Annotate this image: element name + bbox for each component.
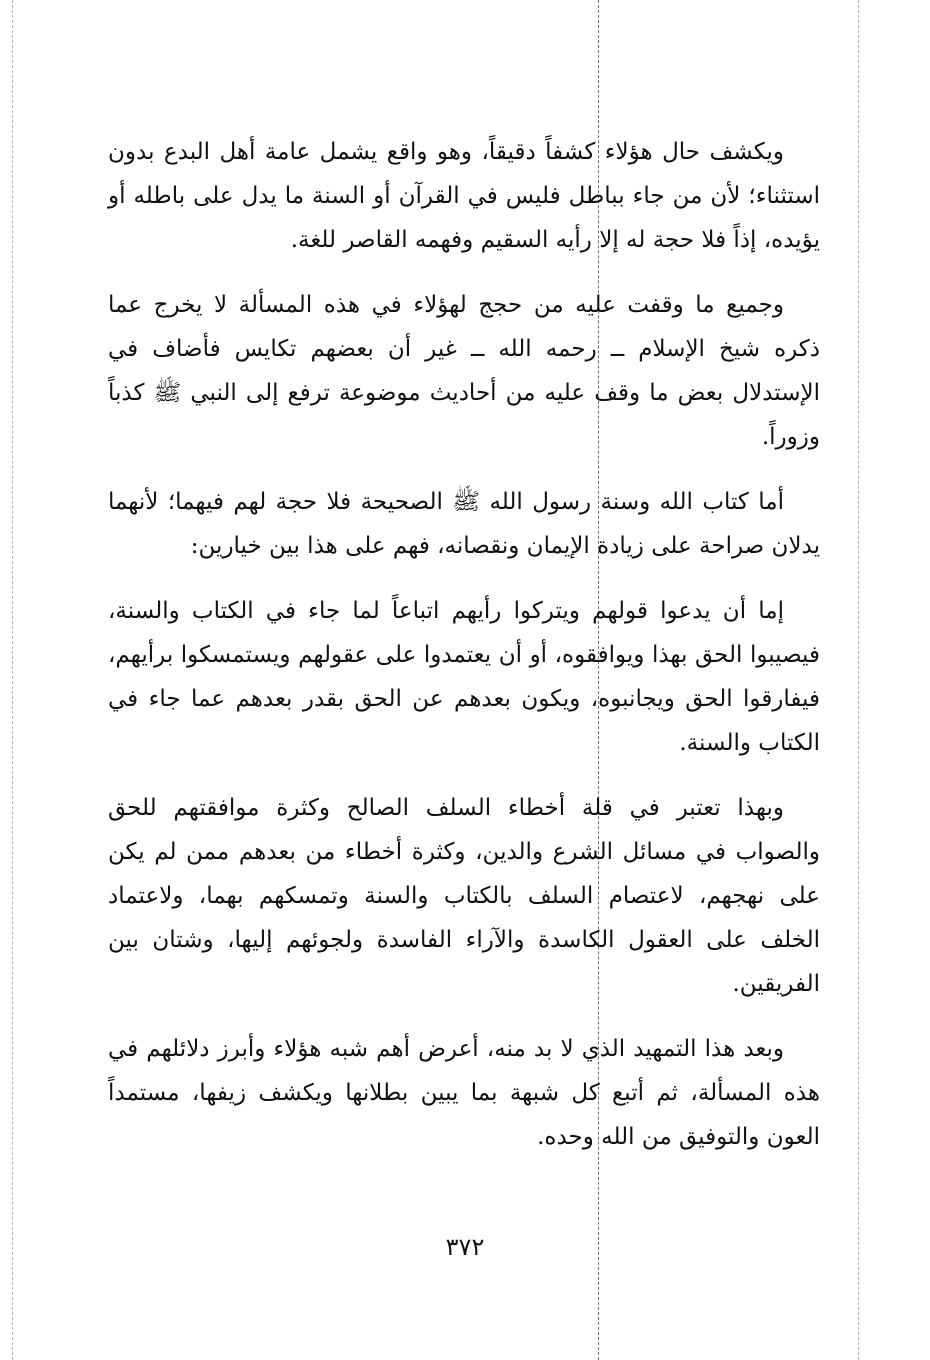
scan-artifact-line: [12, 0, 13, 1360]
scan-artifact-line: [858, 0, 859, 1360]
body-text: [108, 130, 820, 1180]
paragraph: إما أن يدعوا قولهم ويتركوا رأيهم اتباعاً لما جاء في الكتاب والسنة، فيصيبوا الحق بهذا ويوافقوه، أو أن يعتمدوا على عقولهم ويستمسكوا برأيهم، فيفارقوا الحق ويجانبوه، ويكون بعدهم عن الحق بقدر بعدهم عما جاء في الكتاب والسنة.: [108, 598, 820, 756]
paragraph: وبعد هذا التمهيد الذي لا بد منه، أعرض أهم شبه هؤلاء وأبرز دلائلهم في هذه المسألة، ثم أتبع كل شبهة بما يبين بطلانها ويكشف زيفها، مستمداً العون والتوفيق من الله وحده.: [108, 1036, 820, 1150]
paragraph: وجميع ما وقفت عليه من حجج لهؤلاء في هذه المسألة لا يخرج عما ذكره شيخ الإسلام ــ رحمه الله ــ غير أن بعضهم تكايس فأضاف في الإستدلال بعض ما وقف عليه من أحاديث موضوعة ترفع إلى النبي ﷺ كذباً وزوراً.: [108, 292, 820, 450]
paragraph: ويكشف حال هؤلاء كشفاً دقيقاً، وهو واقع يشمل عامة أهل البدع بدون استثناء؛ لأن من جاء بباطل فليس في القرآن أو السنة ما يدل على باطله أو يؤيده، إذاً فلا حجة له إلا رأيه السقيم وفهمه القاصر للغة.: [108, 139, 820, 253]
paragraph: أما كتاب الله وسنة رسول الله ﷺ الصحيحة فلا حجة لهم فيهما؛ لأنهما يدلان صراحة على زيادة الإيمان ونقصانه، فهم على هذا بين خيارين:: [108, 489, 820, 559]
page-number: ٣٧٢: [445, 1233, 485, 1261]
paragraph: وبهذا تعتبر في قلة أخطاء السلف الصالح وكثرة موافقتهم للحق والصواب في مسائل الشرع والدين، وكثرة أخطاء من بعدهم ممن لم يكن على نهجهم، لاعتصام السلف بالكتاب والسنة وتمسكهم بهما، ولاعتماد الخلف على العقول الكاسدة والآراء الفاسدة ولجوئهم إليها، وشتان بين الفريقين.: [108, 795, 820, 997]
